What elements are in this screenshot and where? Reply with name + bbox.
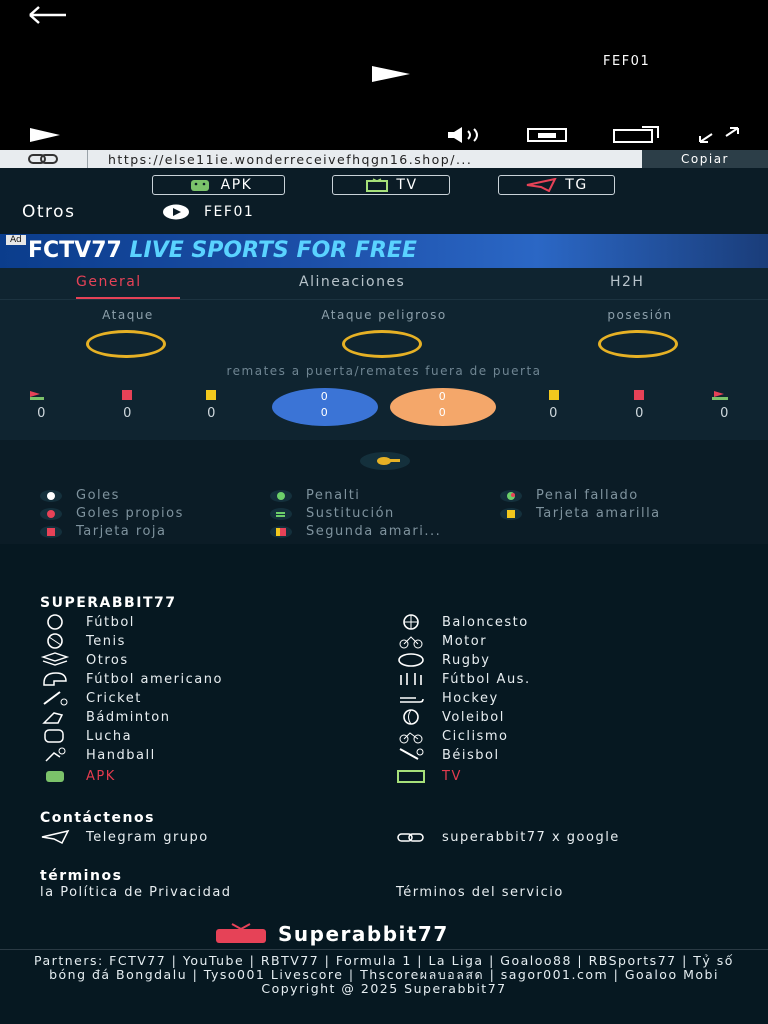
url-bar [0,150,768,168]
tv-label: TV [396,177,418,193]
ball-icon [40,490,62,502]
red-card-icon [119,390,135,400]
android-icon [185,178,215,192]
play-icon[interactable] [370,64,412,84]
legend-penalty: Penalti [270,488,360,503]
ad-banner[interactable] [0,234,768,268]
video-title: FEF01 [603,54,651,69]
play-circle-icon [162,204,190,220]
sport-baseball[interactable]: Béisbol [396,747,500,763]
dangerous-attack-ring [342,330,422,358]
possession-label: posesión [607,308,673,322]
events-legend [0,440,768,544]
sport-cricket[interactable]: Cricket [40,690,142,706]
now-playing[interactable] [162,204,254,220]
goalposts-icon [396,671,426,687]
apk-button[interactable] [152,175,285,195]
sport-american-football[interactable]: Fútbol americano [40,671,223,687]
legend-red-card: Tarjeta roja [40,524,167,539]
shuttlecock-icon [40,709,70,725]
apk-label: APK [220,177,253,193]
footer-tv-link[interactable]: TV [396,768,462,784]
home-yellow-cards: 0 [207,406,217,421]
tab-lineups[interactable]: Alineaciones [299,274,406,290]
tg-label: TG [565,177,588,193]
url-text: https://else11ie.wonderreceivefhqgn16.shop/... [108,151,473,167]
bicycle-icon [396,728,426,744]
home-shots-off: 0 [320,406,330,419]
fullscreen-icon[interactable] [698,126,742,144]
tennis-icon [40,633,70,649]
home-shots-on: 0 [320,390,330,403]
legend-missed-penalty: Penal fallado [500,488,639,503]
footer-apk-link[interactable]: APK [40,768,116,784]
banner-tagline: LIVE SPORTS FOR FREE [129,238,417,263]
sport-handball[interactable]: Handball [40,747,156,763]
yellow-card-icon [203,390,219,400]
dangerous-attack-label: Ataque peligroso [321,308,447,322]
baseball-icon [396,747,426,763]
footer [0,544,768,1024]
copy-button[interactable]: Copiar [642,150,768,168]
possession-ring [598,330,678,358]
sport-basketball[interactable]: Baloncesto [396,614,529,630]
android-icon [40,768,70,784]
basketball-icon [396,614,426,630]
red-card-icon [40,526,62,538]
tab-active-indicator [76,297,180,299]
play-small-icon[interactable] [28,126,62,144]
legend-substitution: Sustitución [270,506,395,521]
handball-icon [40,747,70,763]
sport-cycling[interactable]: Ciclismo [396,728,508,744]
sport-others[interactable]: Otros [40,652,129,668]
away-shots-ellipse [390,388,496,426]
divider [0,949,768,950]
sport-badminton[interactable]: Bádminton [40,709,170,725]
attack-label: Ataque [102,308,154,322]
sport-aussie-football[interactable]: Fútbol Aus. [396,671,531,687]
terms-link[interactable]: Términos del servicio [396,885,564,900]
corner-flag-icon [712,390,728,400]
back-arrow-icon[interactable] [26,4,70,26]
footer-logo[interactable] [214,922,449,946]
sport-hockey[interactable]: Hockey [396,690,499,706]
sport-football[interactable]: Fútbol [40,614,135,630]
yellow-card-icon [500,508,522,520]
telegram-link[interactable]: Telegram grupo [40,829,209,845]
telegram-icon [525,178,559,192]
shots-label: remates a puerta/remates fuera de puerta [226,364,542,378]
league-label: Otros [22,202,76,222]
tv-logo-icon [214,923,268,945]
away-shots-off: 0 [438,406,448,419]
footer-logo-text: Superabbit77 [278,922,449,946]
team-name: FEF01 [204,204,255,220]
legend-yellow-card: Tarjeta amarilla [500,506,661,521]
substitution-icon [270,508,292,520]
google-link[interactable]: superabbit77 x google [396,829,620,845]
partners-text [20,954,748,996]
terms-heading: términos [40,868,123,884]
tv-button[interactable] [332,175,450,195]
miniplayer-icon[interactable] [526,126,570,144]
legend-goals: Goles [40,488,120,503]
tab-general[interactable]: General [76,274,142,290]
helmet-icon [40,671,70,687]
telegram-icon [40,829,70,845]
ad-tag: Ad [6,235,26,245]
link-icon [0,150,88,168]
corner-flag-icon [28,390,44,400]
sport-rugby[interactable]: Rugby [396,652,490,668]
away-corners: 0 [720,406,730,421]
banner-brand: FCTV77 [28,238,122,263]
link-icon [396,829,426,845]
volleyball-icon [396,709,426,725]
footer-brand-heading: SUPERABBIT77 [40,595,177,611]
video-player[interactable] [0,0,768,150]
sport-wrestling[interactable]: Lucha [40,728,132,744]
second-yellow-icon [270,526,292,538]
football-icon [40,614,70,630]
volume-icon[interactable] [446,126,490,144]
contact-heading: Contáctenos [40,810,155,826]
copyright: Copyright @ 2025 Superabbit77 [261,981,507,996]
away-yellow-cards: 0 [549,406,559,421]
telegram-button[interactable] [498,175,615,195]
home-shots-ellipse [272,388,378,426]
whistle-icon [360,452,410,470]
sport-volleyball[interactable]: Voleibol [396,709,505,725]
yellow-card-icon [546,390,562,400]
hockey-icon [396,690,426,706]
penalty-icon [270,490,292,502]
own-goal-icon [40,508,62,520]
home-corners: 0 [37,406,47,421]
sport-tennis[interactable]: Tenis [40,633,126,649]
privacy-link[interactable]: la Política de Privacidad [40,885,232,900]
attack-ring [86,330,166,358]
partners-list: Partners: FCTV77 | YouTube | RBTV77 | Formula 1 | La Liga | Goaloo88 | RBSports77 | Tỷ số bóng đá Bongdalu | Tyso001 Livescore | Thscoreผลบอลสด | sagor001.com | Goaloo Mobi [34,953,734,982]
missed-penalty-icon [500,490,522,502]
red-card-icon [631,390,647,400]
legend-second-yellow: Segunda amari... [270,524,441,539]
tab-h2h[interactable]: H2H [610,274,645,290]
away-red-cards: 0 [635,406,645,421]
layers-icon [40,652,70,668]
rugby-icon [396,652,426,668]
tv-icon [364,178,390,192]
banner-text [28,238,417,263]
tab-bar [0,268,768,300]
stats-panel [0,300,768,440]
legend-own-goals: Goles propios [40,506,184,521]
home-red-cards: 0 [123,406,133,421]
cast-icon[interactable] [612,126,660,144]
away-shots-on: 0 [438,390,448,403]
sport-motor[interactable]: Motor [396,633,487,649]
motor-icon [396,633,426,649]
tv-icon [396,768,426,784]
cricket-icon [40,690,70,706]
glove-icon [40,728,70,744]
